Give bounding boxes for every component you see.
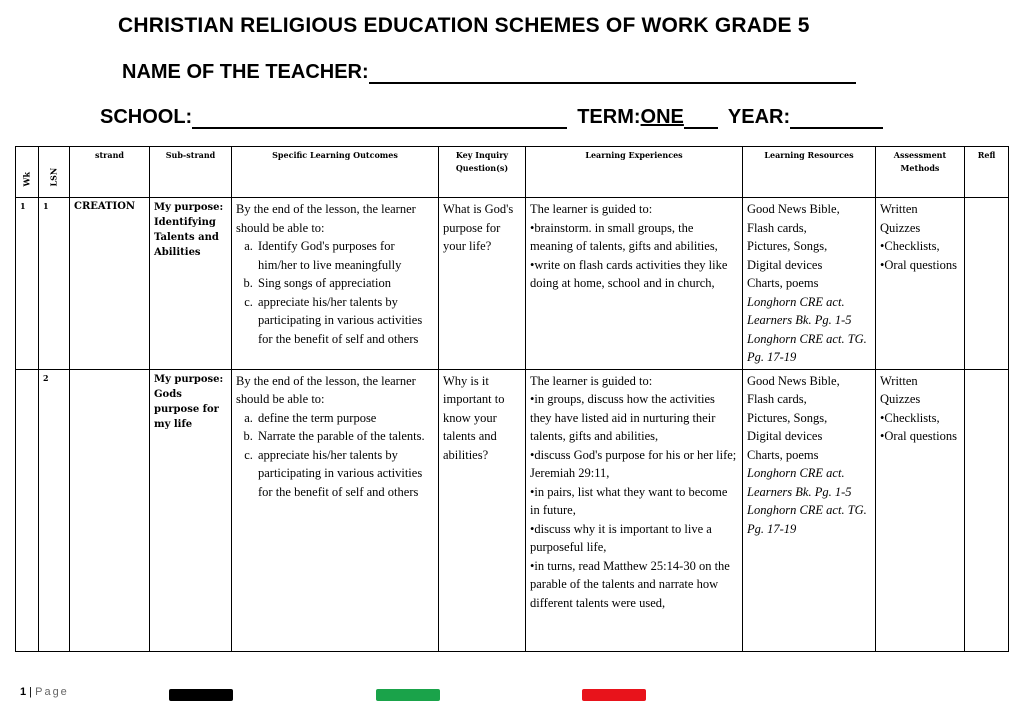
- experiences-intro: The learner is guided to:: [530, 202, 653, 216]
- school-blank: [192, 109, 567, 129]
- outcomes-list: [236, 237, 434, 348]
- black-stripe: [169, 689, 233, 701]
- term-label: TERM:: [577, 106, 641, 128]
- assessment-item: Quizzes: [880, 392, 921, 406]
- list-item: • in groups, discuss how the activities they have listed aid in nurturing their talents, gifts and abilities,: [530, 390, 738, 446]
- assessment-item: Written: [880, 373, 918, 388]
- list-item: a. define the term purpose: [256, 409, 434, 428]
- list-item: b. Sing songs of appreciation: [256, 274, 434, 293]
- term-value: ONE: [640, 106, 684, 128]
- list-item: c. appreciate his/her talents by participating in various activities for the benefit of self and others: [256, 446, 434, 502]
- refl-cell: [965, 198, 1009, 370]
- document-title: CHRISTIAN RELIGIOUS EDUCATION SCHEMES OF WORK GRADE 5: [118, 14, 810, 37]
- substrand-cell: My purpose: Identifying Talents and Abilities: [150, 198, 232, 370]
- resource-item: Good News Bible,: [747, 373, 840, 388]
- red-stripe: [582, 689, 646, 701]
- green-stripe: [376, 689, 440, 701]
- wk-cell: [16, 369, 39, 651]
- strand-cell: CREATION: [70, 198, 150, 370]
- resource-item: Digital devices: [747, 257, 823, 272]
- assessment-item: • Checklists,: [880, 237, 960, 256]
- col-strand-header: strand: [70, 147, 150, 198]
- schemes-table: [15, 146, 1009, 652]
- resources-cell: [743, 369, 876, 651]
- experiences-intro: The learner is guided to:: [530, 373, 653, 388]
- term-blank: [684, 109, 718, 129]
- list-item: b. Narrate the parable of the talents.: [256, 427, 434, 446]
- outcomes-list: [236, 409, 434, 502]
- wk-cell: 1: [16, 198, 39, 370]
- col-question-header: Key Inquiry Question(s): [439, 147, 526, 198]
- assessment-item: • Oral questions: [880, 427, 960, 446]
- experiences-cell: [526, 198, 743, 370]
- outcomes-intro: By the end of the lesson, the learner should be able to:: [236, 373, 416, 406]
- resource-item: Flash cards,: [747, 220, 807, 235]
- resource-book: Longhorn CRE act. TG. Pg. 17-19: [747, 503, 867, 536]
- school-line: [100, 106, 883, 129]
- header-row: [16, 147, 1009, 198]
- resource-book: Longhorn CRE act. Learners Bk. Pg. 1-5: [747, 466, 852, 499]
- col-resources-header: Learning Resources: [743, 147, 876, 198]
- list-item: • discuss God's purpose for his or her life; Jeremiah 29:11,: [530, 446, 738, 483]
- outcomes-intro: By the end of the lesson, the learner should be able to:: [236, 202, 416, 235]
- col-outcomes-header: Specific Learning Outcomes: [232, 147, 439, 198]
- resources-cell: [743, 198, 876, 370]
- table-row: [16, 198, 1009, 370]
- list-item: • discuss why it is important to live a purposeful life,: [530, 520, 738, 557]
- substrand-cell: My purpose: Gods purpose for my life: [150, 369, 232, 651]
- col-refl-header: Refl: [965, 147, 1009, 198]
- resource-book: Longhorn CRE act. Learners Bk. Pg. 1-5: [747, 294, 852, 327]
- list-item: • in turns, read Matthew 25:14-30 on the parable of the talents and narrate how different talents were used,: [530, 557, 738, 613]
- resource-item: Good News Bible,: [747, 202, 840, 216]
- resource-item: Digital devices: [747, 429, 823, 443]
- outcomes-cell: [232, 198, 439, 370]
- col-experiences-header: Learning Experiences: [526, 147, 743, 198]
- question-cell: Why is it important to know your talents and abilities?: [439, 369, 526, 651]
- resource-item: Charts, poems: [747, 276, 819, 290]
- teacher-label: NAME OF THE TEACHER:: [122, 61, 369, 83]
- resource-item: Charts, poems: [747, 447, 819, 462]
- table-row: [16, 369, 1009, 651]
- col-substrand-header: Sub-strand: [150, 147, 232, 198]
- year-blank: [790, 109, 883, 129]
- resource-item: Pictures, Songs,: [747, 410, 828, 425]
- assessment-cell: [876, 369, 965, 651]
- col-lsn-header: LSN: [39, 147, 70, 198]
- resource-item: Pictures, Songs,: [747, 239, 828, 253]
- resource-book: Longhorn CRE act. TG. Pg. 17-19: [747, 331, 867, 364]
- year-label: YEAR:: [727, 106, 791, 128]
- assessment-item: • Checklists,: [880, 409, 960, 428]
- list-item: a. Identify God's purposes for him/her to live meaningfully: [256, 237, 434, 274]
- assessment-item: Quizzes: [880, 220, 921, 235]
- lsn-cell: 2: [39, 369, 70, 651]
- teacher-line: [122, 61, 856, 84]
- teacher-blank: [369, 64, 856, 84]
- col-assessment-header: Assessment Methods: [876, 147, 965, 198]
- list-item: • write on flash cards activities they like doing at home, school and in church,: [530, 256, 738, 293]
- experiences-cell: [526, 369, 743, 651]
- assessment-item: Written: [880, 202, 918, 216]
- page-number: 1 | Page: [20, 686, 69, 698]
- assessment-item: • Oral questions: [880, 256, 960, 275]
- col-wk-header: Wk: [16, 147, 39, 198]
- school-label: SCHOOL:: [100, 106, 193, 128]
- outcomes-cell: [232, 369, 439, 651]
- list-item: • brainstorm. in small groups, the meaning of talents, gifts and abilities,: [530, 219, 738, 256]
- question-cell: What is God's purpose for your life?: [439, 198, 526, 370]
- strand-cell: [70, 369, 150, 651]
- refl-cell: [965, 369, 1009, 651]
- assessment-cell: [876, 198, 965, 370]
- list-item: c. appreciate his/her talents by participating in various activities for the benefit of self and others: [256, 293, 434, 349]
- resource-item: Flash cards,: [747, 392, 807, 406]
- lsn-cell: 1: [39, 198, 70, 370]
- list-item: • in pairs, list what they want to become in future,: [530, 483, 738, 520]
